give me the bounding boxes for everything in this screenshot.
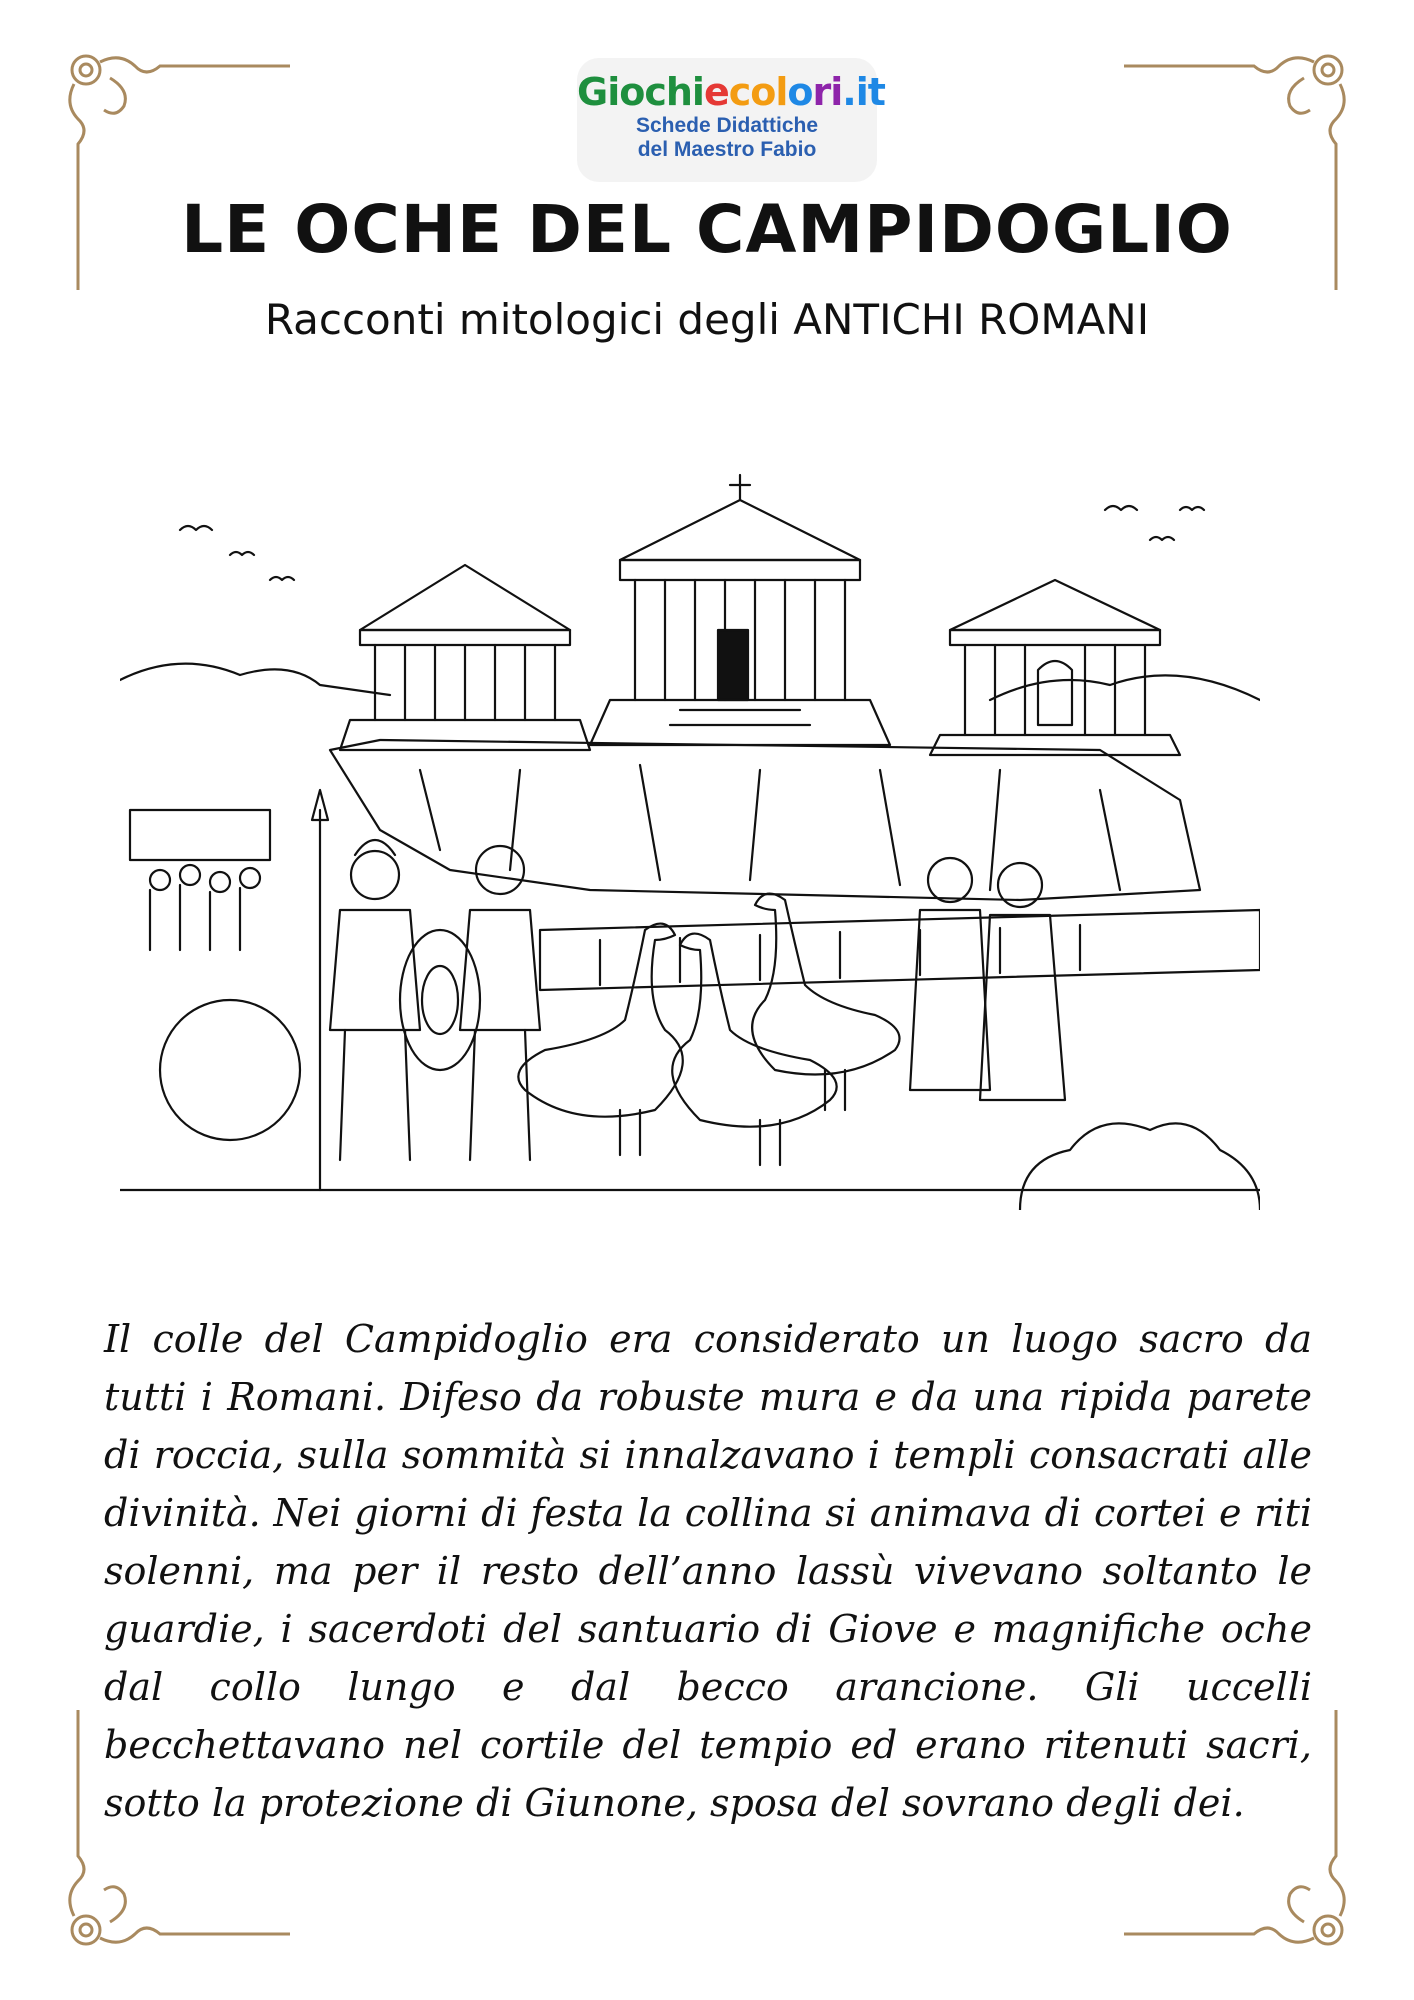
temple-center	[590, 475, 890, 745]
logo-subtitle-line1: Schede Didattiche	[635, 114, 819, 137]
page-title: LE OCHE DEL CAMPIDOGLIO	[181, 191, 1233, 268]
roman-soldier-spear	[312, 790, 420, 1190]
capitoline-illustration	[120, 470, 1260, 1210]
roman-shield	[400, 930, 480, 1070]
goose-2	[672, 934, 836, 1165]
bush-right	[1020, 1123, 1260, 1210]
logo-brand-part: e	[703, 70, 729, 114]
birds	[180, 506, 1204, 580]
cliff	[330, 740, 1200, 900]
logo-brand	[577, 70, 885, 114]
logo-subtitle-line2: del Maestro Fabio	[637, 138, 817, 161]
logo-brand-part: col	[728, 70, 788, 114]
laurel-wreath	[160, 1000, 300, 1140]
temple-right	[930, 580, 1180, 755]
page-subtitle: Racconti mitologici degli ANTICHI ROMANI	[264, 295, 1150, 344]
roman-priest-1	[910, 858, 990, 1090]
mountains	[120, 664, 1260, 700]
stone-wall	[540, 910, 1260, 990]
logo-brand-part: o	[787, 70, 813, 114]
logo-brand-part: ri	[812, 70, 843, 114]
temple-left	[340, 565, 590, 750]
procession	[130, 810, 270, 950]
story-paragraph: Il colle del Campidoglio era considerato un luogo sacro da tutti i Romani. Difeso da robuste mura e da una ripida parete di roccia, sulla sommità si innalzavano i templi consacrati alle divinità. Nei giorni di festa la collina si animava di cortei e riti solenni, ma per il resto dell’anno lassù vivevano soltanto le guardie, i sacerdoti del santuario di Giove e magnifiche oche dal collo lungo e dal becco arancione. Gli uccelli becchettavano nel cortile del tempio ed erano ritenuti sacri, sotto la protezione di Giunone, sposa del sovrano degli dei.	[104, 1317, 1312, 1825]
roman-soldier-helmet	[460, 846, 540, 1160]
logo-brand-part: .it	[842, 70, 885, 114]
site-logo	[577, 58, 885, 182]
logo-brand-part: Giochi	[577, 70, 704, 114]
goose-3	[752, 894, 899, 1110]
